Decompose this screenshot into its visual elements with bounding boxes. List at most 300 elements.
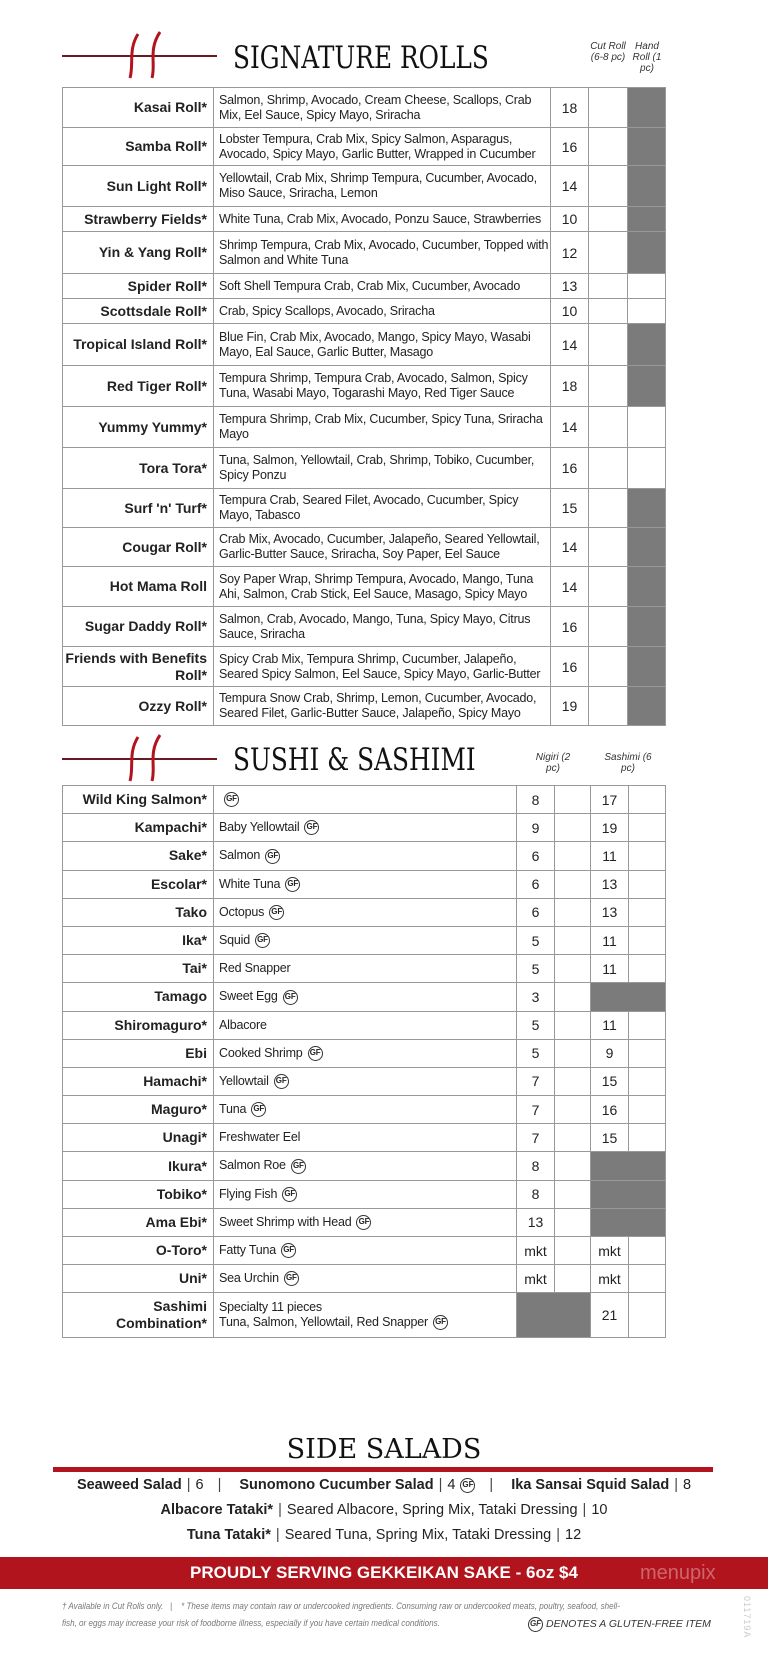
blank-cell [555, 1096, 591, 1124]
gluten-free-legend-text: DENOTES A GLUTEN-FREE ITEM [546, 1618, 711, 1630]
sushi-description [214, 1237, 517, 1265]
nigiri-unavailable [517, 1293, 591, 1338]
roll-name: Spider Roll* [63, 274, 214, 299]
roll-row [63, 166, 666, 207]
sashimi-price: mkt [591, 1237, 629, 1265]
sushi-description-text: Salmon [219, 848, 261, 863]
seaweed-salad-price: 6 [195, 1477, 204, 1493]
blank-cell [629, 1237, 666, 1265]
sushi-row [63, 1152, 666, 1180]
roll-name: Tora Tora* [63, 448, 214, 489]
nigiri-price: 7 [517, 1096, 555, 1124]
roll-description: Crab Mix, Avocado, Cucumber, Jalapeño, Seared Yellowtail, Garlic-Butter Sauce, Sriracha, Soy Paper, Eel Sauce [214, 528, 551, 567]
gluten-free-legend [528, 1616, 711, 1633]
nigiri-price: mkt [517, 1237, 555, 1265]
cut-roll-price: 18 [551, 366, 589, 407]
roll-name: Cougar Roll* [63, 528, 214, 567]
sunomono-salad-name: Sunomono Cucumber Salad [239, 1477, 434, 1493]
cut-roll-header: Cut Roll (6-8 pc) [590, 41, 626, 63]
blank-cell [589, 324, 628, 366]
sushi-description [214, 1293, 517, 1338]
gluten-free-icon: GF [356, 1215, 371, 1230]
blank-cell [629, 870, 666, 898]
sushi-description-text: Tuna, Salmon, Yellowtail, Red Snapper [219, 1315, 428, 1330]
salad-row-1: Seaweed Salad | 6 | Sunomono Cucumber Salad | 4 GF | Ika Sansai Squid Salad | 8 [76, 1477, 692, 1493]
hand-roll-price [628, 448, 666, 489]
sushi-description [214, 926, 517, 954]
sushi-row [63, 814, 666, 842]
blank-cell [555, 1208, 591, 1236]
tuna-tataki-desc: Seared Tuna, Spring Mix, Tataki Dressing [284, 1527, 552, 1543]
gluten-free-icon: GF [281, 1243, 296, 1258]
nigiri-header: Nigiri (2 pc) [535, 752, 571, 774]
gluten-free-icon: GF [528, 1617, 543, 1632]
blank-cell [629, 926, 666, 954]
roll-description: Lobster Tempura, Crab Mix, Spicy Salmon, Asparagus, Avocado, Spicy Mayo, Garlic Butter, Wrapped in Cucumber [214, 128, 551, 166]
nigiri-price: 13 [517, 1208, 555, 1236]
hand-roll-header: Hand Roll (1 pc) [632, 41, 662, 74]
sushi-name: Maguro* [63, 1096, 214, 1124]
nigiri-price: 7 [517, 1067, 555, 1095]
roll-row [63, 647, 666, 687]
sashimi-unavailable [591, 1152, 666, 1180]
side-salads-title: SIDE SALADS [286, 1434, 482, 1465]
hand-roll-unavailable [628, 324, 666, 366]
blank-cell [589, 528, 628, 567]
nigiri-price: 3 [517, 983, 555, 1011]
sashimi-price: 11 [591, 1011, 629, 1039]
sake-banner-text: PROUDLY SERVING GEKKEIKAN SAKE - 6oz $4 [190, 1563, 578, 1582]
sashimi-header: Sashimi (6 pc) [604, 752, 652, 774]
roll-description: Soy Paper Wrap, Shrimp Tempura, Avocado, Mango, Tuna Ahi, Salmon, Crab Stick, Eel Sauce, Masago, Spicy Mayo [214, 567, 551, 607]
hand-roll-unavailable [628, 88, 666, 128]
nigiri-price: 6 [517, 842, 555, 870]
blank-cell [589, 366, 628, 407]
blank-cell [629, 1039, 666, 1067]
hand-roll-price [628, 274, 666, 299]
signature-rolls-title: SIGNATURE ROLLS [233, 40, 489, 76]
sashimi-price: 15 [591, 1067, 629, 1095]
roll-description: Salmon, Crab, Avocado, Mango, Tuna, Spicy Mayo, Citrus Sauce, Sriracha [214, 607, 551, 647]
nigiri-price: mkt [517, 1265, 555, 1293]
sushi-description [214, 955, 517, 983]
hand-roll-unavailable [628, 166, 666, 207]
sushi-name: Kampachi* [63, 814, 214, 842]
sushi-name: Sashimi Combination* [63, 1293, 214, 1338]
blank-cell [629, 842, 666, 870]
sushi-description [214, 1039, 517, 1067]
hand-roll-unavailable [628, 647, 666, 687]
sushi-description [214, 898, 517, 926]
albacore-tataki-desc: Seared Albacore, Spring Mix, Tataki Dressing [286, 1502, 578, 1518]
sushi-name: O-Toro* [63, 1237, 214, 1265]
cut-roll-price: 13 [551, 274, 589, 299]
sushi-row [63, 1180, 666, 1208]
blank-cell [555, 870, 591, 898]
roll-description: Crab, Spicy Scallops, Avocado, Sriracha [214, 299, 551, 324]
roll-row [63, 274, 666, 299]
sushi-description-text: Fatty Tuna [219, 1242, 277, 1257]
sushi-row [63, 1011, 666, 1039]
sushi-row [63, 1265, 666, 1293]
sushi-name: Tamago [63, 983, 214, 1011]
roll-name: Strawberry Fields* [63, 207, 214, 232]
blank-cell [589, 207, 628, 232]
header-ornament-icon [62, 733, 217, 783]
sushi-description [214, 983, 517, 1011]
gluten-free-icon: GF [284, 1271, 299, 1286]
hand-roll-price [628, 407, 666, 448]
tuna-tataki-name: Tuna Tataki* [186, 1527, 271, 1543]
roll-description: Tempura Crab, Seared Filet, Avocado, Cucumber, Spicy Mayo, Tabasco [214, 489, 551, 528]
blank-cell [589, 567, 628, 607]
cut-roll-price: 10 [551, 299, 589, 324]
hand-roll-unavailable [628, 232, 666, 274]
blank-cell [589, 166, 628, 207]
blank-cell [555, 1124, 591, 1152]
blank-cell [589, 128, 628, 166]
roll-name: Sun Light Roll* [63, 166, 214, 207]
gluten-free-icon: GF [255, 933, 270, 948]
sushi-name: Ebi [63, 1039, 214, 1067]
blank-cell [629, 1011, 666, 1039]
blank-cell [555, 1039, 591, 1067]
menupix-watermark: menupix [640, 1562, 716, 1584]
sushi-name: Tai* [63, 955, 214, 983]
sushi-description [214, 1067, 517, 1095]
albacore-tataki-price: 10 [591, 1502, 608, 1518]
blank-cell [629, 1096, 666, 1124]
blank-cell [555, 983, 591, 1011]
cut-roll-price: 10 [551, 207, 589, 232]
sashimi-price: 11 [591, 842, 629, 870]
blank-cell [555, 898, 591, 926]
nigiri-price: 5 [517, 1039, 555, 1067]
tuna-tataki-price: 12 [565, 1527, 582, 1543]
sushi-row [63, 898, 666, 926]
roll-description: Tuna, Salmon, Yellowtail, Crab, Shrimp, Tobiko, Cucumber, Spicy Ponzu [214, 448, 551, 489]
sushi-sashimi-table [62, 785, 666, 1338]
albacore-tataki-name: Albacore Tataki* [160, 1502, 274, 1518]
cut-roll-price: 16 [551, 647, 589, 687]
sushi-description [214, 842, 517, 870]
sushi-name: Sake* [63, 842, 214, 870]
sashimi-price: 19 [591, 814, 629, 842]
sushi-row [63, 870, 666, 898]
blank-cell [589, 299, 628, 324]
gluten-free-icon: GF [269, 905, 284, 920]
sushi-row [63, 1039, 666, 1067]
sushi-row [63, 983, 666, 1011]
nigiri-price: 6 [517, 870, 555, 898]
nigiri-price: 6 [517, 898, 555, 926]
sashimi-price: 13 [591, 870, 629, 898]
blank-cell [589, 448, 628, 489]
gluten-free-icon: GF [308, 1046, 323, 1061]
sashimi-price: 11 [591, 926, 629, 954]
roll-name: Yin & Yang Roll* [63, 232, 214, 274]
salad-row-3: Tuna Tataki* | Seared Tuna, Spring Mix, Tataki Dressing | 12 [186, 1527, 582, 1543]
cut-roll-price: 16 [551, 448, 589, 489]
roll-name: Surf 'n' Turf* [63, 489, 214, 528]
roll-row [63, 567, 666, 607]
sushi-description [214, 870, 517, 898]
sushi-name: Wild King Salmon* [63, 786, 214, 814]
sushi-name: Ama Ebi* [63, 1208, 214, 1236]
sushi-description-text: Freshwater Eel [219, 1130, 301, 1145]
roll-row [63, 88, 666, 128]
roll-name: Hot Mama Roll [63, 567, 214, 607]
roll-description: Shrimp Tempura, Crab Mix, Avocado, Cucumber, Topped with Salmon and White Tuna [214, 232, 551, 274]
sashimi-unavailable [591, 1180, 666, 1208]
hand-roll-unavailable [628, 128, 666, 166]
cut-roll-price: 14 [551, 528, 589, 567]
roll-row [63, 299, 666, 324]
sushi-name: Tako [63, 898, 214, 926]
sashimi-price: 17 [591, 786, 629, 814]
roll-row [63, 128, 666, 166]
roll-name: Ozzy Roll* [63, 687, 214, 726]
cut-roll-price: 14 [551, 567, 589, 607]
cut-roll-price: 14 [551, 407, 589, 448]
nigiri-price: 9 [517, 814, 555, 842]
roll-description: Tempura Shrimp, Tempura Crab, Avocado, Salmon, Spicy Tuna, Wasabi Mayo, Togarashi Mayo, Red Tiger Sauce [214, 366, 551, 407]
sushi-description-text: Squid [219, 932, 250, 947]
sushi-name: Ikura* [63, 1152, 214, 1180]
sushi-row [63, 955, 666, 983]
sushi-description-text: Albacore [219, 1017, 267, 1032]
hand-roll-unavailable [628, 687, 666, 726]
sushi-row [63, 1208, 666, 1236]
roll-row [63, 528, 666, 567]
sushi-description-text: Octopus [219, 904, 265, 919]
sashimi-price: 11 [591, 955, 629, 983]
blank-cell [589, 407, 628, 448]
roll-description: Blue Fin, Crab Mix, Avocado, Mango, Spicy Mayo, Wasabi Mayo, Eal Sauce, Garlic Butter, Masago [214, 324, 551, 366]
roll-name: Scottsdale Roll* [63, 299, 214, 324]
sushi-description-text: Salmon Roe [219, 1158, 286, 1173]
roll-name: Friends with Benefits Roll* [63, 647, 214, 687]
sushi-name: Tobiko* [63, 1180, 214, 1208]
salad-row-2: Albacore Tataki* | Seared Albacore, Spring Mix, Tataki Dressing | 10 [160, 1502, 608, 1518]
sushi-description [214, 1011, 517, 1039]
roll-description: Salmon, Shrimp, Avocado, Cream Cheese, Scallops, Crab Mix, Eel Sauce, Spicy Mayo, Sriracha [214, 88, 551, 128]
blank-cell [555, 842, 591, 870]
sashimi-unavailable [591, 1208, 666, 1236]
blank-cell [589, 647, 628, 687]
blank-cell [555, 1237, 591, 1265]
blank-cell [555, 814, 591, 842]
cut-roll-price: 15 [551, 489, 589, 528]
roll-description: Tempura Snow Crab, Shrimp, Lemon, Cucumber, Avocado, Seared Filet, Garlic-Butter Sauce, Jalapeño, Spicy Mayo [214, 687, 551, 726]
sushi-sashimi-title: SUSHI & SASHIMI [233, 742, 476, 778]
sushi-description [214, 1208, 517, 1236]
roll-row [63, 448, 666, 489]
footer-note-2: fish, or eggs may increase your risk of foodborne illness, especially if you have certain medical conditions. [62, 1618, 440, 1629]
roll-row [63, 207, 666, 232]
cut-roll-price: 16 [551, 607, 589, 647]
sushi-name: Escolar* [63, 870, 214, 898]
sushi-description-text: Flying Fish [219, 1186, 278, 1201]
sushi-row [63, 1237, 666, 1265]
sushi-description [214, 1124, 517, 1152]
sushi-name: Uni* [63, 1265, 214, 1293]
hand-roll-unavailable [628, 607, 666, 647]
ika-sansai-salad-name: Ika Sansai Squid Salad [511, 1477, 670, 1493]
blank-cell [589, 687, 628, 726]
cut-roll-price: 19 [551, 687, 589, 726]
cut-roll-price: 14 [551, 324, 589, 366]
blank-cell [555, 955, 591, 983]
sashimi-price: 16 [591, 1096, 629, 1124]
gluten-free-icon: GF [265, 849, 280, 864]
hand-roll-price [628, 299, 666, 324]
blank-cell [555, 1011, 591, 1039]
gluten-free-icon: GF [291, 1159, 306, 1174]
sashimi-price: mkt [591, 1265, 629, 1293]
blank-cell [555, 1180, 591, 1208]
sushi-description-text: Cooked Shrimp [219, 1045, 303, 1060]
roll-row [63, 687, 666, 726]
blank-cell [629, 1293, 666, 1338]
header-ornament-icon [62, 30, 217, 80]
blank-cell [629, 1067, 666, 1095]
hand-roll-unavailable [628, 207, 666, 232]
sushi-name: Shiromaguro* [63, 1011, 214, 1039]
roll-row [63, 607, 666, 647]
blank-cell [629, 786, 666, 814]
roll-row [63, 232, 666, 274]
sushi-row [63, 1096, 666, 1124]
roll-row [63, 407, 666, 448]
cut-roll-price: 18 [551, 88, 589, 128]
roll-name: Samba Roll* [63, 128, 214, 166]
gluten-free-icon: GF [224, 792, 239, 807]
roll-description: Spicy Crab Mix, Tempura Shrimp, Cucumber, Jalapeño, Seared Spicy Salmon, Eel Sauce, Spicy Mayo, Garlic-Butter [214, 647, 551, 687]
gluten-free-icon: GF [282, 1187, 297, 1202]
sushi-description [214, 1152, 517, 1180]
blank-cell [555, 926, 591, 954]
hand-roll-unavailable [628, 366, 666, 407]
sushi-description-text: Sweet Shrimp with Head [219, 1214, 352, 1229]
blank-cell [589, 607, 628, 647]
roll-description: Tempura Shrimp, Crab Mix, Cucumber, Spicy Tuna, Sriracha Mayo [214, 407, 551, 448]
roll-name: Tropical Island Roll* [63, 324, 214, 366]
blank-cell [629, 898, 666, 926]
sushi-description-text: Sweet Egg [219, 989, 278, 1004]
nigiri-price: 8 [517, 1180, 555, 1208]
sashimi-price: 9 [591, 1039, 629, 1067]
sushi-description [214, 814, 517, 842]
roll-name: Sugar Daddy Roll* [63, 607, 214, 647]
blank-cell [629, 1265, 666, 1293]
sushi-description-text: Specialty 11 pieces [219, 1300, 322, 1315]
menu-code: 011719A [742, 1596, 752, 1639]
nigiri-price: 8 [517, 1152, 555, 1180]
sashimi-price: 21 [591, 1293, 629, 1338]
hand-roll-unavailable [628, 528, 666, 567]
blank-cell [589, 88, 628, 128]
roll-row [63, 366, 666, 407]
ika-sansai-salad-price: 8 [682, 1477, 692, 1493]
roll-description: Yellowtail, Crab Mix, Shrimp Tempura, Cucumber, Avocado, Miso Sauce, Sriracha, Lemon [214, 166, 551, 207]
sushi-name: Unagi* [63, 1124, 214, 1152]
blank-cell [589, 232, 628, 274]
sushi-description-text: Sea Urchin [219, 1271, 279, 1286]
sashimi-price: 13 [591, 898, 629, 926]
sushi-name: Hamachi* [63, 1067, 214, 1095]
roll-name: Kasai Roll* [63, 88, 214, 128]
signature-rolls-table [62, 87, 666, 726]
roll-name: Yummy Yummy* [63, 407, 214, 448]
blank-cell [589, 489, 628, 528]
sushi-description-text: Baby Yellowtail [219, 820, 300, 835]
sushi-row [63, 1124, 666, 1152]
sushi-description [214, 1180, 517, 1208]
blank-cell [555, 1152, 591, 1180]
sashimi-price: 15 [591, 1124, 629, 1152]
gluten-free-icon: GF [274, 1074, 289, 1089]
blank-cell [629, 955, 666, 983]
blank-cell [555, 1265, 591, 1293]
seaweed-salad-name: Seaweed Salad [76, 1477, 182, 1493]
sushi-row [63, 1067, 666, 1095]
sunomono-salad-price: 4 [447, 1477, 456, 1493]
roll-row [63, 324, 666, 366]
sushi-row [63, 926, 666, 954]
sushi-description [214, 1265, 517, 1293]
cut-roll-price: 12 [551, 232, 589, 274]
nigiri-price: 8 [517, 786, 555, 814]
hand-roll-unavailable [628, 489, 666, 528]
sushi-description [214, 786, 517, 814]
sushi-name: Ika* [63, 926, 214, 954]
roll-description: Soft Shell Tempura Crab, Crab Mix, Cucumber, Avocado [214, 274, 551, 299]
sushi-description [214, 1096, 517, 1124]
cut-roll-price: 14 [551, 166, 589, 207]
sushi-row [63, 786, 666, 814]
roll-name: Red Tiger Roll* [63, 366, 214, 407]
footer-note-1: † Available in Cut Rolls only. | * These items may contain raw or undercooked ingredients. Consuming raw or undercooked meats, poultry, seafood, shell- [62, 1601, 620, 1612]
gluten-free-icon: GF [285, 877, 300, 892]
sushi-description-text: Red Snapper [219, 961, 291, 976]
blank-cell [589, 274, 628, 299]
gluten-free-icon: GF [460, 1478, 475, 1493]
blank-cell [629, 1124, 666, 1152]
nigiri-price: 7 [517, 1124, 555, 1152]
nigiri-price: 5 [517, 926, 555, 954]
sushi-description-text: Yellowtail [219, 1073, 269, 1088]
sashimi-unavailable [591, 983, 666, 1011]
gluten-free-icon: GF [304, 820, 319, 835]
sushi-row [63, 1293, 666, 1338]
hand-roll-unavailable [628, 567, 666, 607]
gluten-free-icon: GF [251, 1102, 266, 1117]
gluten-free-icon: GF [433, 1315, 448, 1330]
blank-cell [555, 786, 591, 814]
nigiri-price: 5 [517, 1011, 555, 1039]
roll-description: White Tuna, Crab Mix, Avocado, Ponzu Sauce, Strawberries [214, 207, 551, 232]
blank-cell [555, 1067, 591, 1095]
sushi-description-text: White Tuna [219, 876, 281, 891]
sushi-description-text: Tuna [219, 1102, 247, 1117]
salads-divider [53, 1467, 713, 1472]
nigiri-price: 5 [517, 955, 555, 983]
gluten-free-icon: GF [283, 990, 298, 1005]
cut-roll-price: 16 [551, 128, 589, 166]
blank-cell [629, 814, 666, 842]
sushi-row [63, 842, 666, 870]
